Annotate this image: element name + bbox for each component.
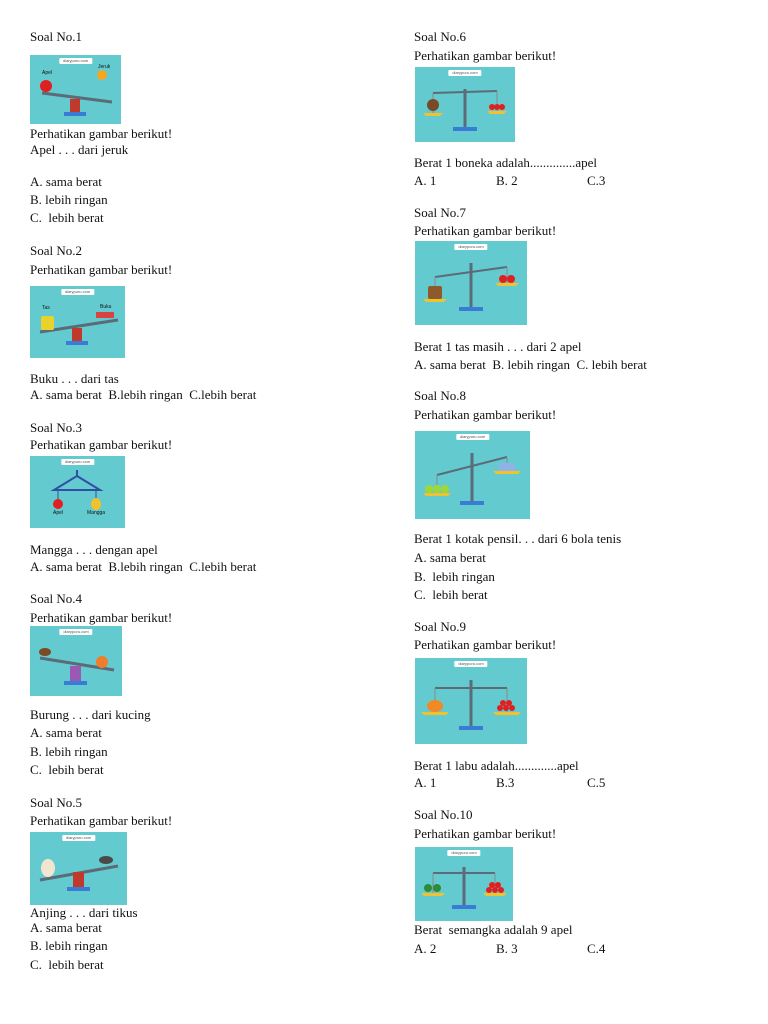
q2-question: Buku . . . dari tas bbox=[30, 371, 119, 386]
q4-option-b[interactable]: B. lebih ringan bbox=[30, 744, 108, 759]
q8-question: Berat 1 kotak pensil. . . dari 6 bola tenis bbox=[414, 531, 622, 546]
q4-option-c[interactable]: C. lebih berat bbox=[30, 762, 104, 777]
q6-option-c[interactable]: C.3 bbox=[587, 173, 606, 188]
q1-label-right: Jeruk bbox=[98, 64, 111, 70]
q8-image-balance-balls-pencilcase bbox=[415, 431, 530, 519]
q9-option-a[interactable]: A. 1 bbox=[414, 775, 437, 790]
watermark: diarypuru.com bbox=[447, 850, 480, 856]
q10-option-a[interactable]: A. 2 bbox=[414, 941, 437, 956]
q6-option-b[interactable]: B. 2 bbox=[496, 173, 518, 188]
q3-title: Soal No.3 bbox=[30, 420, 82, 435]
q4-image-seesaw-bird-cat bbox=[30, 626, 122, 696]
q6-title: Soal No.6 bbox=[414, 29, 466, 44]
q10-image-balance-watermelon-apples bbox=[415, 847, 513, 921]
q2-image-seesaw-bag-book bbox=[30, 286, 125, 358]
q4-intro: Perhatikan gambar berikut! bbox=[30, 610, 173, 625]
q8-intro: Perhatikan gambar berikut! bbox=[414, 407, 557, 422]
watermark: diarypuru.com bbox=[454, 661, 487, 667]
q10-question: Berat semangka adalah 9 apel bbox=[414, 922, 573, 937]
q1-title: Soal No.1 bbox=[30, 29, 82, 44]
q9-title: Soal No.9 bbox=[414, 619, 466, 634]
q7-image-balance-bag-apples bbox=[415, 241, 527, 325]
q2-options[interactable]: A. sama berat B.lebih ringan C.lebih berat bbox=[30, 387, 257, 402]
q3-options[interactable]: A. sama berat B.lebih ringan C.lebih berat bbox=[30, 559, 257, 574]
q2-label-left: Tas bbox=[42, 305, 50, 311]
q6-image-balance-doll-apples bbox=[415, 67, 515, 142]
q9-intro: Perhatikan gambar berikut! bbox=[414, 637, 557, 652]
q4-title: Soal No.4 bbox=[30, 591, 82, 606]
q3-label-left: Apel bbox=[53, 510, 64, 516]
watermark: diarypuru.com bbox=[61, 289, 94, 295]
watermark: diarypuru.com bbox=[59, 629, 92, 635]
q9-option-b[interactable]: B.3 bbox=[496, 775, 515, 790]
q10-option-b[interactable]: B. 3 bbox=[496, 941, 518, 956]
q5-option-b[interactable]: B. lebih ringan bbox=[30, 938, 108, 953]
q7-intro: Perhatikan gambar berikut! bbox=[414, 223, 557, 238]
q5-image-seesaw-dog-mouse bbox=[30, 832, 127, 905]
q1-question: Apel . . . dari jeruk bbox=[30, 142, 129, 157]
q10-option-c[interactable]: C.4 bbox=[587, 941, 606, 956]
watermark: diarypuru.com bbox=[448, 70, 481, 76]
q4-option-a[interactable]: A. sama berat bbox=[30, 725, 102, 740]
watermark: diarypuru.com bbox=[454, 244, 487, 250]
q5-title: Soal No.5 bbox=[30, 795, 82, 810]
q8-option-c[interactable]: C. lebih berat bbox=[414, 587, 488, 602]
watermark: diarypuru.com bbox=[62, 835, 95, 841]
q1-option-b[interactable]: B. lebih ringan bbox=[30, 192, 108, 207]
q7-question: Berat 1 tas masih . . . dari 2 apel bbox=[414, 339, 582, 354]
watermark: diarypuru.com bbox=[456, 434, 489, 440]
watermark: diarypuru.com bbox=[61, 459, 94, 465]
q3-label-right: Mangga bbox=[87, 510, 106, 516]
q1-option-c[interactable]: C. lebih berat bbox=[30, 210, 104, 225]
q2-label-right: Buku bbox=[100, 304, 112, 310]
q1-label-left: Apel bbox=[42, 70, 53, 76]
q5-option-c[interactable]: C. lebih berat bbox=[30, 957, 104, 972]
q9-image-balance-pumpkin-apples bbox=[415, 658, 527, 744]
q6-intro: Perhatikan gambar berikut! bbox=[414, 48, 557, 63]
q8-option-a[interactable]: A. sama berat bbox=[414, 550, 486, 565]
q9-option-c[interactable]: C.5 bbox=[587, 775, 606, 790]
q1-image-seesaw-apple-orange bbox=[30, 55, 121, 124]
q2-title: Soal No.2 bbox=[30, 243, 82, 258]
q3-image-hanger-apple-mango bbox=[30, 456, 125, 528]
q5-intro: Perhatikan gambar berikut! bbox=[30, 813, 173, 828]
q10-intro: Perhatikan gambar berikut! bbox=[414, 826, 557, 841]
q4-question: Burung . . . dari kucing bbox=[30, 707, 151, 722]
q8-title: Soal No.8 bbox=[414, 388, 466, 403]
q6-question: Berat 1 boneka adalah..............apel bbox=[414, 155, 598, 170]
q2-intro: Perhatikan gambar berikut! bbox=[30, 262, 173, 277]
q6-option-a[interactable]: A. 1 bbox=[414, 173, 437, 188]
q5-option-a[interactable]: A. sama berat bbox=[30, 920, 102, 935]
q7-options[interactable]: A. sama berat B. lebih ringan C. lebih berat bbox=[414, 357, 647, 372]
q3-question: Mangga . . . dengan apel bbox=[30, 542, 158, 557]
q5-question: Anjing . . . dari tikus bbox=[30, 905, 138, 920]
q1-option-a[interactable]: A. sama berat bbox=[30, 174, 102, 189]
q7-title: Soal No.7 bbox=[414, 205, 466, 220]
q3-intro: Perhatikan gambar berikut! bbox=[30, 437, 173, 452]
q8-option-b[interactable]: B. lebih ringan bbox=[414, 569, 495, 584]
q9-question: Berat 1 labu adalah.............apel bbox=[414, 758, 579, 773]
q10-title: Soal No.10 bbox=[414, 807, 473, 822]
watermark: diarypuru.com bbox=[59, 58, 92, 64]
q1-intro: Perhatikan gambar berikut! bbox=[30, 126, 173, 141]
